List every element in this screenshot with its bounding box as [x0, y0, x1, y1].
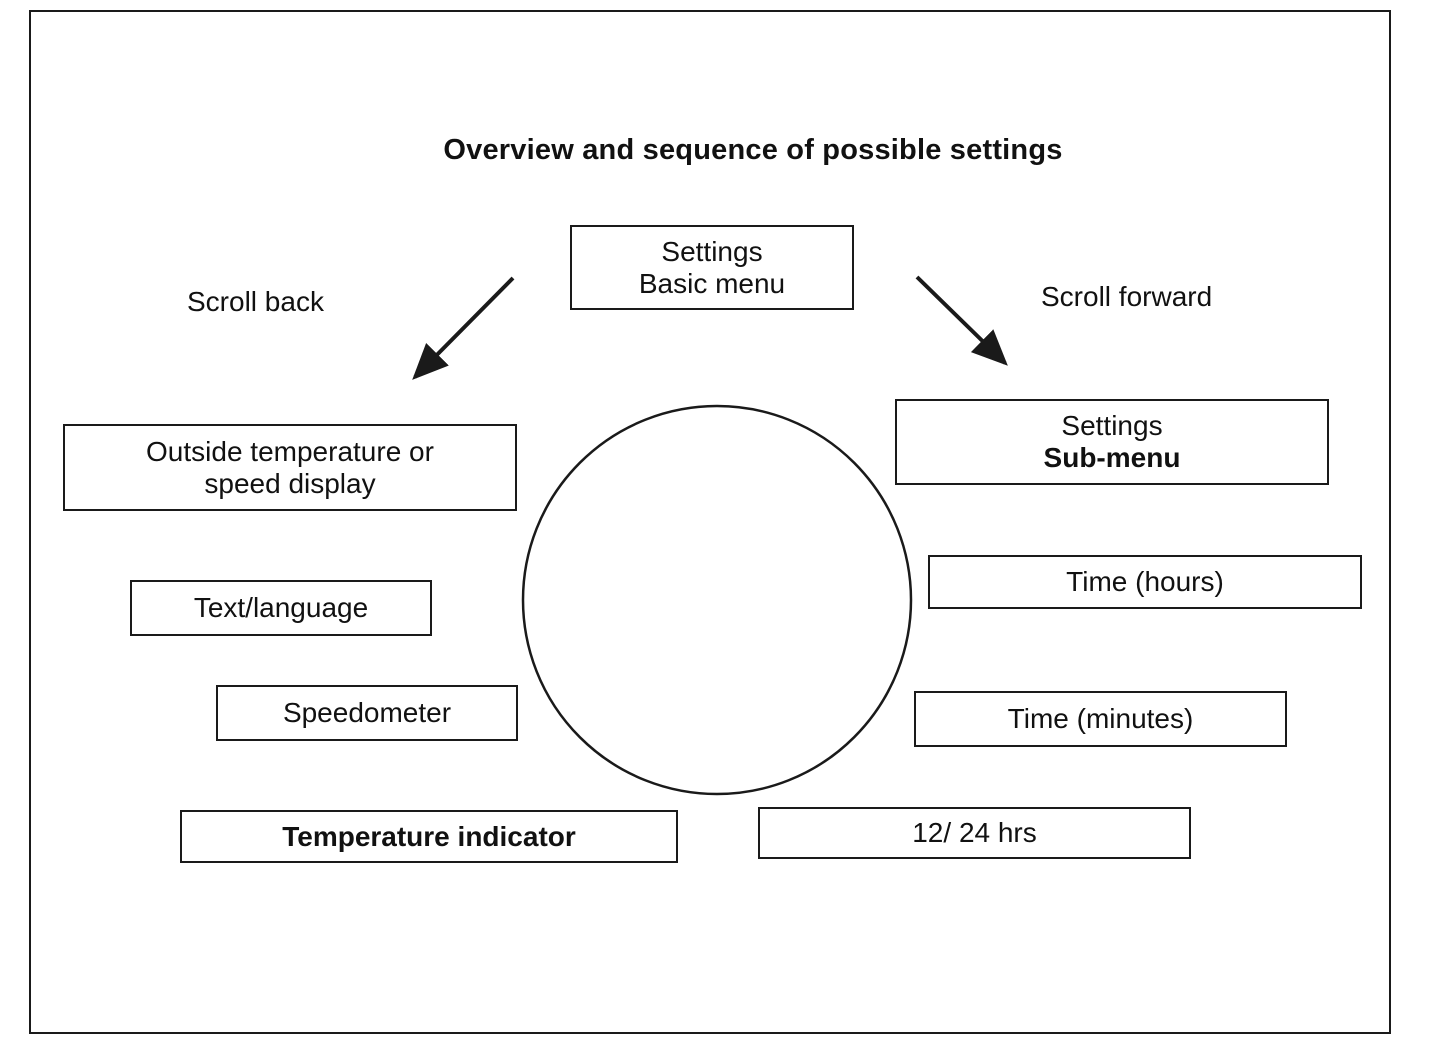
temperature-indicator-box	[180, 810, 678, 863]
scroll-back-arrow	[415, 278, 513, 377]
scroll-back-label: Scroll back	[187, 286, 324, 317]
settings-basic-menu-box	[570, 225, 854, 310]
text-language-label: Text/language	[193, 592, 369, 623]
cycle-circle	[523, 406, 911, 794]
sub-menu-line1: Settings	[1061, 410, 1163, 441]
hrs-12-24-label: 12/ 24 hrs	[912, 817, 1037, 848]
time-minutes-label: Time (minutes)	[1007, 703, 1194, 734]
outside-temperature-line2: speed display	[204, 467, 376, 499]
time-minutes-box	[914, 691, 1287, 747]
scroll-forward-label: Scroll forward	[1041, 281, 1213, 312]
basic-menu-line2: Basic menu	[638, 267, 786, 299]
time-hours-label: Time (hours)	[1066, 566, 1224, 597]
temperature-indicator-label: Temperature indicator	[282, 820, 576, 852]
time-hours-box	[928, 555, 1362, 609]
basic-menu-line1: Settings	[661, 235, 763, 267]
diagram-title: Overview and sequence of possible settings	[443, 134, 1063, 166]
outside-temperature-box	[63, 424, 517, 511]
speedometer-label: Speedometer	[282, 697, 452, 728]
text-language-box	[130, 580, 432, 636]
speedometer-box	[216, 685, 518, 741]
settings-sub-menu-box	[895, 399, 1329, 485]
outside-temperature-line1: Outside temperature or	[146, 435, 434, 467]
hrs-12-24-box	[758, 807, 1191, 859]
sub-menu-line2: Sub-menu	[1043, 442, 1181, 473]
scroll-forward-arrow	[917, 277, 1005, 363]
